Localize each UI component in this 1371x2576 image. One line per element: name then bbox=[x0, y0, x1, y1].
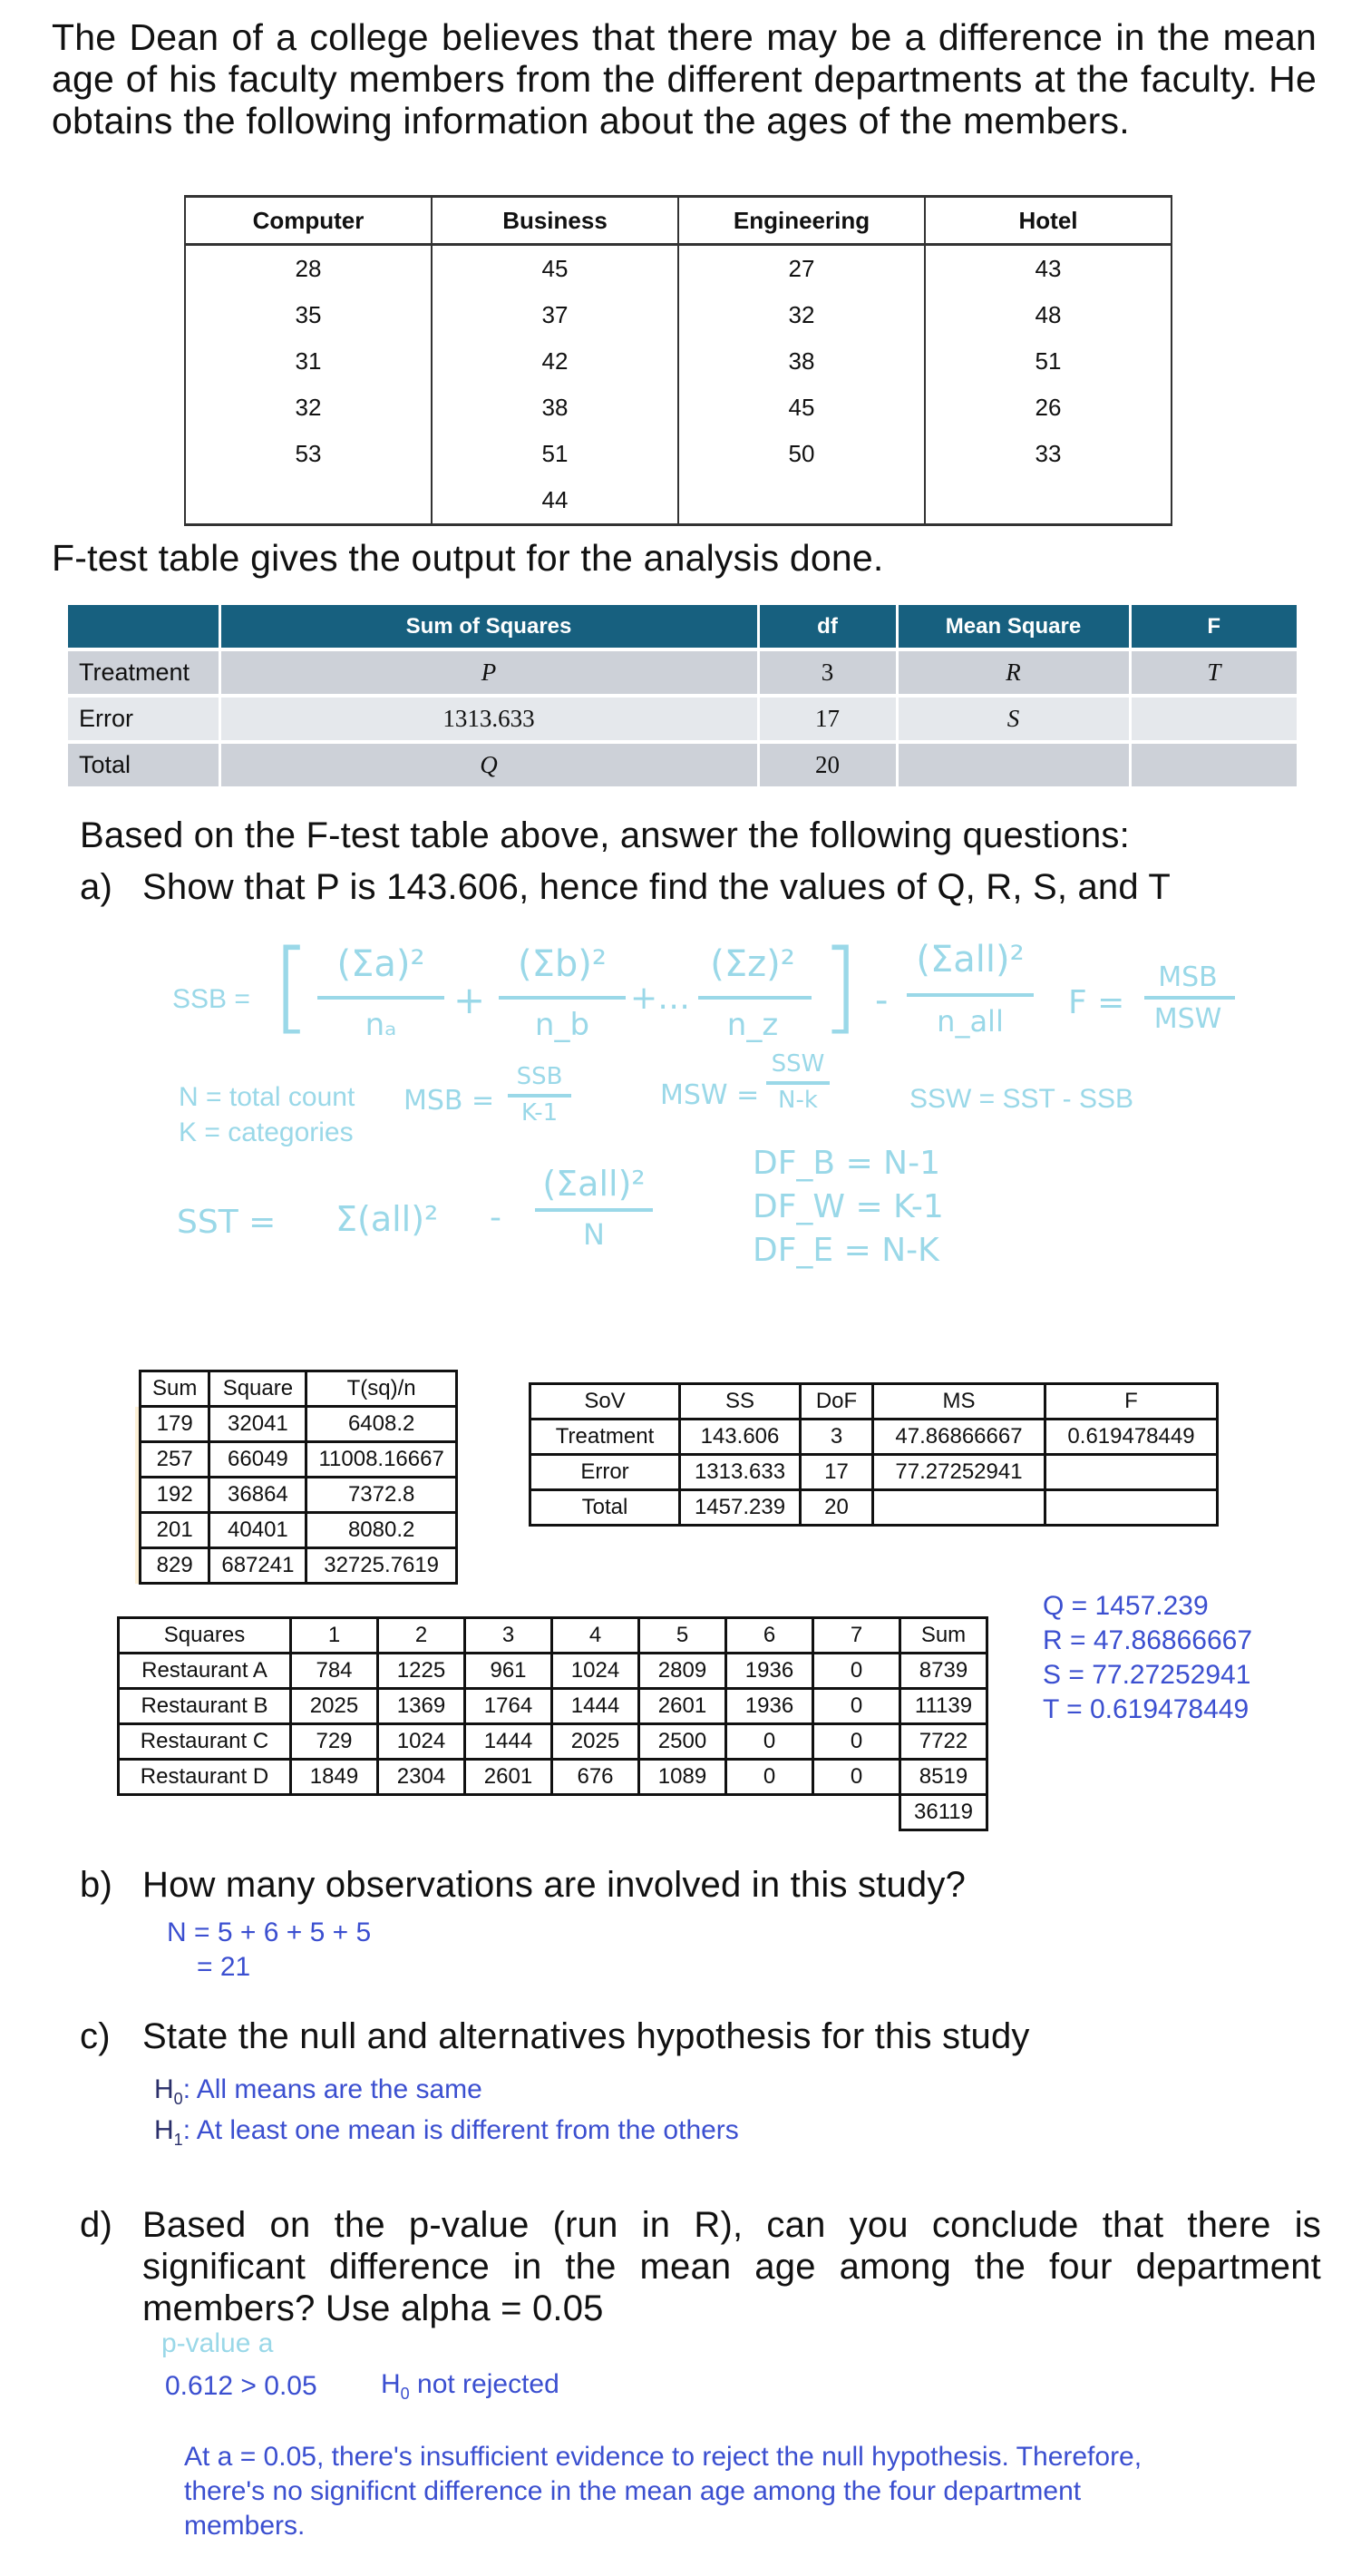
sov-header: DoF bbox=[801, 1384, 873, 1420]
ages-header: Hotel bbox=[925, 197, 1172, 245]
squares-cell: 1024 bbox=[378, 1724, 465, 1760]
ages-cell: 42 bbox=[432, 338, 678, 385]
h0-subscript: 0 bbox=[173, 2090, 183, 2108]
sum-cell: 257 bbox=[141, 1442, 209, 1478]
msb-num: SSB bbox=[516, 1063, 563, 1090]
squares-header: 6 bbox=[726, 1618, 813, 1654]
ages-cell: 27 bbox=[678, 245, 925, 293]
ftest-cell: Error bbox=[68, 696, 219, 742]
ages-cell: 35 bbox=[185, 292, 432, 338]
msw-label: MSW = bbox=[660, 1079, 760, 1111]
answer-d-comparison: 0.612 > 0.05 bbox=[165, 2371, 317, 2401]
ages-cell: 45 bbox=[432, 245, 678, 293]
question-b-label: b) bbox=[80, 1865, 112, 1905]
h1-symbol: H bbox=[154, 2115, 174, 2145]
question-d-label: d) bbox=[80, 2205, 112, 2245]
ages-header: Computer bbox=[185, 197, 432, 245]
msb-label: MSB = bbox=[404, 1085, 495, 1117]
bracket-open-icon: [ bbox=[272, 928, 311, 1044]
squares-cell: 2601 bbox=[465, 1760, 552, 1795]
df-e: DF_E = N-K bbox=[753, 1232, 939, 1269]
sum-row bbox=[141, 1442, 457, 1478]
k-definition: K = categories bbox=[179, 1117, 354, 1147]
squares-header: 3 bbox=[465, 1618, 552, 1654]
answer-r: R = 47.86866667 bbox=[1043, 1625, 1253, 1655]
ssb-dots: +… bbox=[630, 980, 691, 1017]
ages-cell: 28 bbox=[185, 245, 432, 293]
answer-b-line2: = 21 bbox=[197, 1952, 251, 1982]
ages-cell bbox=[678, 477, 925, 525]
sum-cell: 36864 bbox=[209, 1478, 306, 1513]
fraction-bar bbox=[535, 1208, 653, 1212]
squares-header-row bbox=[119, 1618, 987, 1654]
sum-row bbox=[141, 1513, 457, 1548]
ftest-cell: 1313.633 bbox=[219, 696, 758, 742]
ages-cell bbox=[925, 477, 1172, 525]
squares-cell: 11139 bbox=[900, 1689, 987, 1724]
sst-minus: - bbox=[490, 1199, 501, 1236]
blank-cell bbox=[119, 1795, 291, 1830]
squares-cell: 2025 bbox=[291, 1689, 378, 1724]
squares-cell: 961 bbox=[465, 1654, 552, 1689]
ages-cell: 31 bbox=[185, 338, 432, 385]
blank-cell bbox=[726, 1795, 813, 1830]
blank-cell bbox=[378, 1795, 465, 1830]
sst-den: N bbox=[583, 1217, 605, 1252]
squares-cell: 1764 bbox=[465, 1689, 552, 1724]
squares-cell: 1024 bbox=[552, 1654, 639, 1689]
ages-cell: 38 bbox=[678, 338, 925, 385]
question-b-text: How many observations are involved in this study? bbox=[142, 1865, 967, 1905]
ftest-header-row bbox=[68, 605, 1297, 649]
sov-cell bbox=[1045, 1490, 1218, 1526]
ssb-term-a-den: nₐ bbox=[365, 1007, 397, 1043]
ftest-cell: R bbox=[897, 649, 1130, 696]
answer-t: T = 0.619478449 bbox=[1043, 1694, 1249, 1724]
sum-header: T(sq)/n bbox=[306, 1371, 456, 1407]
squares-header: Squares bbox=[119, 1618, 291, 1654]
ssb-term-b-den: n_b bbox=[534, 1007, 590, 1043]
sst-sum: Σ(all)² bbox=[335, 1199, 439, 1239]
squares-cell: Restaurant A bbox=[119, 1654, 291, 1689]
sum-row bbox=[141, 1478, 457, 1513]
sum-header-row bbox=[141, 1371, 457, 1407]
sum-cell: 40401 bbox=[209, 1513, 306, 1548]
sov-cell: Total bbox=[530, 1490, 680, 1526]
ssb-all-num: (Σall)² bbox=[916, 939, 1025, 981]
ages-cell: 48 bbox=[925, 292, 1172, 338]
ages-cell: 44 bbox=[432, 477, 678, 525]
ages-cell: 37 bbox=[432, 292, 678, 338]
sov-cell: Error bbox=[530, 1455, 680, 1490]
ages-cell: 51 bbox=[432, 431, 678, 477]
ssb-plus: + bbox=[453, 978, 486, 1022]
squares-table bbox=[117, 1616, 988, 1831]
sum-cell: 829 bbox=[141, 1548, 209, 1584]
ftest-row-total bbox=[68, 742, 1297, 786]
question-c-label: c) bbox=[80, 2016, 111, 2056]
squares-row bbox=[119, 1654, 987, 1689]
sum-row bbox=[141, 1407, 457, 1442]
ftest-cell: 20 bbox=[758, 742, 897, 786]
blank-cell bbox=[552, 1795, 639, 1830]
sov-row bbox=[530, 1455, 1218, 1490]
sov-cell: 17 bbox=[801, 1455, 873, 1490]
squares-cell: 1936 bbox=[726, 1689, 813, 1724]
msw-num: SSW bbox=[771, 1050, 825, 1078]
squares-row bbox=[119, 1724, 987, 1760]
squares-cell: Restaurant C bbox=[119, 1724, 291, 1760]
ages-cell: 33 bbox=[925, 431, 1172, 477]
ftest-header: Mean Square bbox=[897, 605, 1130, 649]
sov-cell: 1313.633 bbox=[680, 1455, 801, 1490]
ages-cell: 32 bbox=[678, 292, 925, 338]
sst-label: SST = bbox=[177, 1204, 277, 1241]
h1-text: : At least one mean is different from the others bbox=[182, 2115, 739, 2145]
ftest-table bbox=[68, 605, 1297, 786]
question-c-text: State the null and alternatives hypothesis for this study bbox=[142, 2016, 1030, 2056]
question-d-text: Based on the p-value (run in R), can you conclude that there is significant difference in the mean age among the four department members? Use alpha = 0.05 bbox=[142, 2205, 1321, 2328]
sov-header: F bbox=[1045, 1384, 1218, 1420]
blank-cell bbox=[465, 1795, 552, 1830]
sov-cell: 143.606 bbox=[680, 1420, 801, 1455]
ages-cell: 45 bbox=[678, 385, 925, 431]
sov-cell: 20 bbox=[801, 1490, 873, 1526]
sov-cell: 0.619478449 bbox=[1045, 1420, 1218, 1455]
bracket-close-icon: ] bbox=[821, 928, 860, 1044]
sov-cell: 1457.239 bbox=[680, 1490, 801, 1526]
squares-cell: 784 bbox=[291, 1654, 378, 1689]
df-w: DF_W = K-1 bbox=[753, 1188, 944, 1225]
ssw-definition: SSW = SST - SSB bbox=[909, 1084, 1134, 1114]
ftest-header bbox=[68, 605, 219, 649]
ages-table bbox=[184, 195, 1172, 526]
squares-cell: 2500 bbox=[639, 1724, 726, 1760]
f-num: MSB bbox=[1158, 961, 1218, 993]
squares-cell: 2025 bbox=[552, 1724, 639, 1760]
ages-cell: 43 bbox=[925, 245, 1172, 293]
ages-cell bbox=[185, 477, 432, 525]
ftest-header: Sum of Squares bbox=[219, 605, 758, 649]
sov-cell: Treatment bbox=[530, 1420, 680, 1455]
sov-row bbox=[530, 1420, 1218, 1455]
ftest-row-treatment bbox=[68, 649, 1297, 696]
ssb-term-z-den: n_z bbox=[726, 1007, 779, 1043]
sum-cell: 192 bbox=[141, 1478, 209, 1513]
squares-cell: 1089 bbox=[639, 1760, 726, 1795]
fraction-bar bbox=[1144, 996, 1235, 1000]
squares-header: Sum bbox=[900, 1618, 987, 1654]
sum-cell: 32725.7619 bbox=[306, 1548, 456, 1584]
fraction-bar bbox=[907, 993, 1034, 997]
sum-header: Square bbox=[209, 1371, 306, 1407]
ftest-header: df bbox=[758, 605, 897, 649]
squares-cell: 1225 bbox=[378, 1654, 465, 1689]
sov-header: MS bbox=[873, 1384, 1045, 1420]
ages-cell: 26 bbox=[925, 385, 1172, 431]
ages-header: Business bbox=[432, 197, 678, 245]
sum-cell: 201 bbox=[141, 1513, 209, 1548]
fraction-bar bbox=[317, 996, 444, 1000]
squares-cell: 8519 bbox=[900, 1760, 987, 1795]
ages-row bbox=[185, 245, 1172, 293]
blank-cell bbox=[639, 1795, 726, 1830]
sum-cell: 6408.2 bbox=[306, 1407, 456, 1442]
squares-cell: 1936 bbox=[726, 1654, 813, 1689]
sum-cell: 66049 bbox=[209, 1442, 306, 1478]
squares-cell: 0 bbox=[726, 1760, 813, 1795]
msw-den: N-k bbox=[778, 1087, 818, 1114]
squares-total-row bbox=[119, 1795, 987, 1830]
question-a-label: a) bbox=[80, 867, 112, 907]
ages-header: Engineering bbox=[678, 197, 925, 245]
answer-q: Q = 1457.239 bbox=[1043, 1591, 1209, 1621]
squares-cell: 8739 bbox=[900, 1654, 987, 1689]
questions-intro: Based on the F-test table above, answer the following questions: bbox=[80, 815, 1130, 855]
ftest-header: F bbox=[1130, 605, 1297, 649]
squares-cell: 729 bbox=[291, 1724, 378, 1760]
f-label: F = bbox=[1068, 984, 1125, 1021]
squares-cell: 676 bbox=[552, 1760, 639, 1795]
answer-d-compare-label: p-value a bbox=[161, 2328, 274, 2358]
h0-symbol: H bbox=[154, 2074, 174, 2104]
ftest-cell: Q bbox=[219, 742, 758, 786]
ftest-cell: T bbox=[1130, 649, 1297, 696]
ftest-row-error bbox=[68, 696, 1297, 742]
h0-text: : All means are the same bbox=[182, 2074, 482, 2104]
ftest-cell bbox=[897, 742, 1130, 786]
sov-cell bbox=[1045, 1455, 1218, 1490]
sum-row bbox=[141, 1548, 457, 1584]
squares-header: 5 bbox=[639, 1618, 726, 1654]
squares-cell: 1444 bbox=[465, 1724, 552, 1760]
sov-header: SS bbox=[680, 1384, 801, 1420]
ssb-term-b-num: (Σb)² bbox=[518, 943, 607, 985]
squares-cell: 0 bbox=[813, 1760, 900, 1795]
sum-cell: 179 bbox=[141, 1407, 209, 1442]
grand-total-cell: 36119 bbox=[900, 1795, 987, 1830]
fraction-bar bbox=[508, 1094, 571, 1098]
sov-cell bbox=[873, 1490, 1045, 1526]
squares-header: 7 bbox=[813, 1618, 900, 1654]
ages-row bbox=[185, 385, 1172, 431]
problem-intro: The Dean of a college believes that there may be a difference in the mean age of his faculty members from the different departments at the faculty. He obtains the following information about the ages of the members. bbox=[52, 16, 1317, 141]
answer-d-conclusion: At a = 0.05, there's insufficient evidence to reject the null hypothesis. Therefore, there's no significnt difference in the mean age among the four department members. bbox=[184, 2442, 1142, 2541]
fraction-bar bbox=[698, 996, 812, 1000]
sum-cell: 8080.2 bbox=[306, 1513, 456, 1548]
squares-header: 1 bbox=[291, 1618, 378, 1654]
ages-row bbox=[185, 431, 1172, 477]
squares-cell: 2809 bbox=[639, 1654, 726, 1689]
decision-text: not rejected bbox=[409, 2369, 559, 2399]
answer-d-decision bbox=[381, 2367, 559, 2411]
decision-h-symbol: H bbox=[381, 2369, 401, 2399]
ages-row bbox=[185, 477, 1172, 525]
ftest-cell: 3 bbox=[758, 649, 897, 696]
ages-header-row bbox=[185, 197, 1172, 245]
squares-cell: 0 bbox=[813, 1689, 900, 1724]
ftest-cell: Treatment bbox=[68, 649, 219, 696]
h1-subscript: 1 bbox=[173, 2131, 183, 2149]
squares-cell: Restaurant B bbox=[119, 1689, 291, 1724]
squares-row bbox=[119, 1689, 987, 1724]
msb-den: K-1 bbox=[520, 1099, 559, 1127]
ssb-minus: - bbox=[875, 980, 889, 1021]
ssb-all-den: n_all bbox=[937, 1004, 1004, 1039]
squares-header: 2 bbox=[378, 1618, 465, 1654]
ages-row bbox=[185, 292, 1172, 338]
ages-row bbox=[185, 338, 1172, 385]
sum-cell: 32041 bbox=[209, 1407, 306, 1442]
question-a-text: Show that P is 143.606, hence find the values of Q, R, S, and T bbox=[142, 867, 1172, 907]
ages-cell: 51 bbox=[925, 338, 1172, 385]
sov-header: SoV bbox=[530, 1384, 680, 1420]
answer-s: S = 77.27252941 bbox=[1043, 1660, 1251, 1690]
ftest-cell: P bbox=[219, 649, 758, 696]
sum-cell: 11008.16667 bbox=[306, 1442, 456, 1478]
sum-table bbox=[139, 1370, 458, 1585]
squares-row bbox=[119, 1760, 987, 1795]
squares-cell: 7722 bbox=[900, 1724, 987, 1760]
squares-cell: 1849 bbox=[291, 1760, 378, 1795]
sst-num: (Σall)² bbox=[542, 1164, 646, 1204]
sov-cell: 77.27252941 bbox=[873, 1455, 1045, 1490]
sov-table bbox=[529, 1382, 1219, 1527]
ftest-cell: S bbox=[897, 696, 1130, 742]
answer-c-h0 bbox=[154, 2073, 482, 2116]
ssb-label: SSB = bbox=[172, 984, 250, 1014]
sov-header-row bbox=[530, 1384, 1218, 1420]
blank-cell bbox=[291, 1795, 378, 1830]
ages-cell: 50 bbox=[678, 431, 925, 477]
sum-cell: 687241 bbox=[209, 1548, 306, 1584]
squares-cell: 1369 bbox=[378, 1689, 465, 1724]
df-b: DF_B = N-1 bbox=[753, 1145, 940, 1182]
squares-cell: 0 bbox=[813, 1654, 900, 1689]
ssb-term-z-num: (Σz)² bbox=[710, 943, 795, 985]
ftest-intro: F-test table gives the output for the analysis done. bbox=[52, 537, 884, 579]
squares-cell: 2304 bbox=[378, 1760, 465, 1795]
sum-cell: 7372.8 bbox=[306, 1478, 456, 1513]
ftest-cell: Total bbox=[68, 742, 219, 786]
squares-cell: 2601 bbox=[639, 1689, 726, 1724]
squares-cell: 0 bbox=[726, 1724, 813, 1760]
ssb-term-a-num: (Σa)² bbox=[336, 943, 425, 985]
ftest-cell bbox=[1130, 742, 1297, 786]
squares-cell: Restaurant D bbox=[119, 1760, 291, 1795]
squares-cell: 0 bbox=[813, 1724, 900, 1760]
blank-cell bbox=[813, 1795, 900, 1830]
answer-b-line1: N = 5 + 6 + 5 + 5 bbox=[167, 1917, 372, 1947]
ftest-cell: 17 bbox=[758, 696, 897, 742]
ages-cell: 32 bbox=[185, 385, 432, 431]
decision-h-subscript: 0 bbox=[400, 2385, 410, 2403]
fraction-bar bbox=[499, 996, 626, 1000]
ages-cell: 38 bbox=[432, 385, 678, 431]
answer-c-h1 bbox=[154, 2113, 739, 2157]
f-den: MSW bbox=[1153, 1003, 1222, 1035]
squares-cell: 1444 bbox=[552, 1689, 639, 1724]
sov-cell: 3 bbox=[801, 1420, 873, 1455]
n-definition: N = total count bbox=[179, 1082, 355, 1112]
ftest-cell bbox=[1130, 696, 1297, 742]
ages-cell: 53 bbox=[185, 431, 432, 477]
squares-header: 4 bbox=[552, 1618, 639, 1654]
sum-header: Sum bbox=[141, 1371, 209, 1407]
fraction-bar bbox=[766, 1081, 830, 1085]
sov-cell: 47.86866667 bbox=[873, 1420, 1045, 1455]
sov-row bbox=[530, 1490, 1218, 1526]
answers-a bbox=[1043, 1589, 1252, 1727]
